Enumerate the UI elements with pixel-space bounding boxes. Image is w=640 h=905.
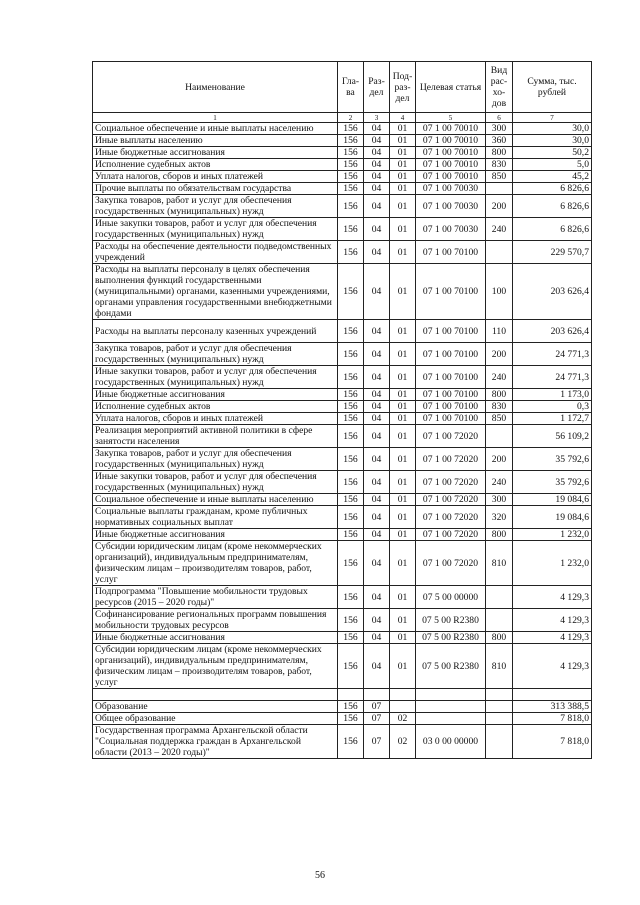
row-razdel: 04 (364, 471, 390, 494)
row-glava: 156 (338, 343, 364, 366)
col-number: 1 (93, 113, 338, 123)
header-name: Наименование (93, 62, 338, 113)
row-name: Иные бюджетные ассигнования (93, 389, 338, 401)
col-number: 2 (338, 113, 364, 123)
row-razdel: 04 (364, 123, 390, 135)
table-row (93, 218, 592, 241)
row-razdel: 04 (364, 529, 390, 541)
row-glava: 156 (338, 135, 364, 147)
row-glava: 156 (338, 506, 364, 529)
row-name: Субсидии юридическим лицам (кроме некоммерческих организаций), индивидуальным предпринимателям, физическим лицам – производителям товаров, работ, услуг (93, 644, 338, 689)
row-razdel: 04 (364, 506, 390, 529)
row-name: Уплата налогов, сборов и иных платежей (93, 413, 338, 425)
row-celevaya-statya: 07 5 00 R2380 (416, 632, 486, 644)
table-row (93, 401, 592, 413)
row-vid-rashodov: 200 (486, 448, 513, 471)
table-row (93, 448, 592, 471)
row-podrazdel (390, 701, 416, 713)
row-summa: 30,0 (513, 135, 592, 147)
row-name: Субсидии юридическим лицам (кроме некоммерческих организаций), индивидуальным предпринимателям, физическим лицам – производителям товаров, работ, услуг (93, 541, 338, 586)
row-vid-rashodov: 800 (486, 147, 513, 159)
table-row (93, 123, 592, 135)
row-vid-rashodov: 800 (486, 389, 513, 401)
row-name: Закупка товаров, работ и услуг для обеспечения государственных (муниципальных) нужд (93, 195, 338, 218)
row-summa: 1 232,0 (513, 541, 592, 586)
row-razdel: 04 (364, 320, 390, 343)
row-vid-rashodov: 810 (486, 644, 513, 689)
row-razdel: 04 (364, 609, 390, 632)
row-name: Подпрограмма "Повышение мобильности трудовых ресурсов (2015 – 2020 годы)" (93, 586, 338, 609)
table-row (93, 147, 592, 159)
row-vid-rashodov: 830 (486, 159, 513, 171)
row-glava: 156 (338, 241, 364, 264)
row-summa: 6 826,6 (513, 183, 592, 195)
row-vid-rashodov: 830 (486, 401, 513, 413)
row-podrazdel: 01 (390, 159, 416, 171)
row-name: Закупка товаров, работ и услуг для обеспечения государственных (муниципальных) нужд (93, 343, 338, 366)
row-name: Общее образование (93, 713, 338, 725)
row-podrazdel: 01 (390, 147, 416, 159)
table-row (93, 689, 592, 701)
row-glava: 156 (338, 218, 364, 241)
row-vid-rashodov (486, 241, 513, 264)
row-razdel: 04 (364, 241, 390, 264)
row-glava: 156 (338, 529, 364, 541)
row-summa: 45,2 (513, 171, 592, 183)
row-podrazdel: 01 (390, 343, 416, 366)
row-summa: 35 792,6 (513, 448, 592, 471)
row-podrazdel: 01 (390, 389, 416, 401)
table-header-row (93, 62, 592, 113)
row-vid-rashodov: 360 (486, 135, 513, 147)
table-row (93, 713, 592, 725)
row-celevaya-statya: 07 1 00 70100 (416, 343, 486, 366)
row-vid-rashodov: 100 (486, 264, 513, 320)
row-razdel: 04 (364, 413, 390, 425)
row-vid-rashodov: 200 (486, 343, 513, 366)
row-celevaya-statya: 07 1 00 70030 (416, 195, 486, 218)
row-name: Исполнение судебных актов (93, 159, 338, 171)
row-name: Расходы на выплаты персоналу казенных учреждений (93, 320, 338, 343)
row-summa: 203 626,4 (513, 320, 592, 343)
row-podrazdel: 01 (390, 494, 416, 506)
row-celevaya-statya: 07 5 00 00000 (416, 586, 486, 609)
row-glava (338, 689, 364, 701)
row-summa: 24 771,3 (513, 343, 592, 366)
row-razdel: 04 (364, 264, 390, 320)
row-name: Иные закупки товаров, работ и услуг для обеспечения государственных (муниципальных) нужд (93, 218, 338, 241)
row-name: Уплата налогов, сборов и иных платежей (93, 171, 338, 183)
row-podrazdel: 01 (390, 123, 416, 135)
row-podrazdel: 01 (390, 644, 416, 689)
row-name: Иные бюджетные ассигнования (93, 147, 338, 159)
row-razdel: 04 (364, 389, 390, 401)
row-vid-rashodov: 850 (486, 171, 513, 183)
column-number-row (93, 113, 592, 123)
row-razdel: 04 (364, 541, 390, 586)
row-podrazdel: 01 (390, 586, 416, 609)
row-celevaya-statya: 07 1 00 70100 (416, 413, 486, 425)
table-row (93, 632, 592, 644)
row-celevaya-statya: 07 1 00 70100 (416, 241, 486, 264)
row-name: Социальное обеспечение и иные выплаты населению (93, 494, 338, 506)
table-row (93, 195, 592, 218)
row-vid-rashodov: 110 (486, 320, 513, 343)
row-glava: 156 (338, 713, 364, 725)
row-glava: 156 (338, 725, 364, 759)
row-razdel: 04 (364, 343, 390, 366)
row-glava: 156 (338, 425, 364, 448)
row-celevaya-statya: 07 1 00 70100 (416, 264, 486, 320)
row-glava: 156 (338, 389, 364, 401)
row-summa: 1 172,7 (513, 413, 592, 425)
row-razdel: 04 (364, 366, 390, 389)
row-summa: 313 388,5 (513, 701, 592, 713)
row-vid-rashodov: 850 (486, 413, 513, 425)
row-podrazdel: 01 (390, 413, 416, 425)
table-row (93, 183, 592, 195)
row-summa: 229 570,7 (513, 241, 592, 264)
row-summa: 1 232,0 (513, 529, 592, 541)
row-name: Государственная программа Архангельской области "Социальная поддержка граждан в Архангельской области (2013 – 2020 годы)" (93, 725, 338, 759)
table-row (93, 389, 592, 401)
header-razdel: Раз-дел (364, 62, 390, 113)
row-podrazdel: 01 (390, 264, 416, 320)
row-glava: 156 (338, 494, 364, 506)
row-celevaya-statya: 07 1 00 72020 (416, 448, 486, 471)
row-podrazdel: 01 (390, 195, 416, 218)
table-row (93, 425, 592, 448)
row-vid-rashodov (486, 713, 513, 725)
row-razdel: 04 (364, 401, 390, 413)
row-razdel: 04 (364, 171, 390, 183)
row-vid-rashodov (486, 586, 513, 609)
row-celevaya-statya: 07 1 00 70030 (416, 183, 486, 195)
row-razdel: 07 (364, 713, 390, 725)
row-glava: 156 (338, 413, 364, 425)
row-podrazdel: 01 (390, 529, 416, 541)
row-celevaya-statya: 07 1 00 72020 (416, 471, 486, 494)
row-celevaya-statya (416, 701, 486, 713)
row-summa: 7 818,0 (513, 725, 592, 759)
row-summa: 19 084,6 (513, 506, 592, 529)
row-summa: 30,0 (513, 123, 592, 135)
row-razdel: 04 (364, 494, 390, 506)
row-summa: 4 129,3 (513, 609, 592, 632)
row-podrazdel: 01 (390, 366, 416, 389)
row-vid-rashodov: 240 (486, 366, 513, 389)
row-vid-rashodov (486, 183, 513, 195)
row-podrazdel: 01 (390, 425, 416, 448)
row-celevaya-statya: 07 1 00 72020 (416, 529, 486, 541)
table-body (93, 123, 592, 759)
row-podrazdel: 01 (390, 609, 416, 632)
row-razdel: 04 (364, 586, 390, 609)
table-row (93, 586, 592, 609)
table-row (93, 413, 592, 425)
row-glava: 156 (338, 401, 364, 413)
table-row (93, 529, 592, 541)
row-vid-rashodov: 240 (486, 471, 513, 494)
row-podrazdel: 01 (390, 171, 416, 183)
row-summa: 4 129,3 (513, 586, 592, 609)
table-row (93, 135, 592, 147)
row-glava: 156 (338, 632, 364, 644)
table-row (93, 494, 592, 506)
row-summa: 0,3 (513, 401, 592, 413)
row-glava: 156 (338, 644, 364, 689)
row-glava: 156 (338, 264, 364, 320)
row-vid-rashodov (486, 689, 513, 701)
row-name: Иные закупки товаров, работ и услуг для обеспечения государственных (муниципальных) нужд (93, 366, 338, 389)
row-celevaya-statya: 07 1 00 70010 (416, 171, 486, 183)
row-razdel: 07 (364, 725, 390, 759)
row-name: Закупка товаров, работ и услуг для обеспечения государственных (муниципальных) нужд (93, 448, 338, 471)
row-celevaya-statya: 07 1 00 72020 (416, 425, 486, 448)
row-summa (513, 689, 592, 701)
row-celevaya-statya: 07 1 00 70100 (416, 366, 486, 389)
row-razdel: 04 (364, 425, 390, 448)
header-podrazdel: Под-раз-дел (390, 62, 416, 113)
row-vid-rashodov: 800 (486, 632, 513, 644)
row-razdel: 04 (364, 147, 390, 159)
row-razdel: 04 (364, 135, 390, 147)
row-summa: 1 173,0 (513, 389, 592, 401)
row-glava: 156 (338, 320, 364, 343)
row-glava: 156 (338, 448, 364, 471)
table-row (93, 320, 592, 343)
col-number: 3 (364, 113, 390, 123)
header-summa: Сумма, тыс. рублей (513, 62, 592, 113)
row-celevaya-statya: 07 1 00 70010 (416, 135, 486, 147)
row-glava: 156 (338, 586, 364, 609)
table-row (93, 471, 592, 494)
row-glava: 156 (338, 471, 364, 494)
table-row (93, 644, 592, 689)
row-podrazdel: 01 (390, 471, 416, 494)
table-row (93, 725, 592, 759)
row-name: Прочие выплаты по обязательствам государства (93, 183, 338, 195)
row-name (93, 689, 338, 701)
row-glava: 156 (338, 159, 364, 171)
row-name: Иные закупки товаров, работ и услуг для обеспечения государственных (муниципальных) нужд (93, 471, 338, 494)
row-podrazdel: 01 (390, 320, 416, 343)
row-celevaya-statya: 03 0 00 00000 (416, 725, 486, 759)
row-glava: 156 (338, 147, 364, 159)
row-name: Расходы на выплаты персоналу в целях обеспечения выполнения функций государственными (муниципальными) органами, казенными учреждениями, органами управления государственными внебюджетными фондами (93, 264, 338, 320)
row-celevaya-statya: 07 1 00 70100 (416, 389, 486, 401)
row-vid-rashodov: 200 (486, 195, 513, 218)
row-summa: 5,0 (513, 159, 592, 171)
row-celevaya-statya: 07 1 00 70030 (416, 218, 486, 241)
table-row (93, 159, 592, 171)
row-vid-rashodov: 800 (486, 529, 513, 541)
header-celevaya-statya: Целевая статья (416, 62, 486, 113)
row-celevaya-statya: 07 1 00 70100 (416, 401, 486, 413)
row-celevaya-statya: 07 1 00 70010 (416, 147, 486, 159)
row-name: Исполнение судебных актов (93, 401, 338, 413)
row-podrazdel: 02 (390, 725, 416, 759)
row-razdel: 04 (364, 183, 390, 195)
row-vid-rashodov: 240 (486, 218, 513, 241)
row-name: Реализация мероприятий активной политики в сфере занятости населения (93, 425, 338, 448)
row-glava: 156 (338, 195, 364, 218)
row-vid-rashodov: 320 (486, 506, 513, 529)
budget-table (92, 61, 592, 759)
row-podrazdel: 01 (390, 135, 416, 147)
row-razdel (364, 689, 390, 701)
row-vid-rashodov: 810 (486, 541, 513, 586)
row-podrazdel: 01 (390, 541, 416, 586)
row-vid-rashodov (486, 425, 513, 448)
table-row (93, 366, 592, 389)
row-podrazdel: 02 (390, 713, 416, 725)
row-razdel: 04 (364, 218, 390, 241)
row-glava: 156 (338, 183, 364, 195)
row-name: Иные выплаты населению (93, 135, 338, 147)
table-row (93, 701, 592, 713)
row-vid-rashodov: 300 (486, 123, 513, 135)
table-row (93, 506, 592, 529)
row-podrazdel: 01 (390, 401, 416, 413)
row-name: Расходы на обеспечение деятельности подведомственных учреждений (93, 241, 338, 264)
row-razdel: 04 (364, 632, 390, 644)
row-podrazdel: 01 (390, 183, 416, 195)
page-number: 56 (315, 870, 325, 881)
row-celevaya-statya: 07 1 00 72020 (416, 506, 486, 529)
row-glava: 156 (338, 171, 364, 183)
row-celevaya-statya: 07 1 00 72020 (416, 494, 486, 506)
row-summa: 6 826,6 (513, 218, 592, 241)
row-vid-rashodov (486, 701, 513, 713)
row-summa: 50,2 (513, 147, 592, 159)
row-glava: 156 (338, 701, 364, 713)
row-summa: 4 129,3 (513, 632, 592, 644)
row-summa: 4 129,3 (513, 644, 592, 689)
col-number: 6 (486, 113, 513, 123)
row-name: Софинансирование региональных программ повышения мобильности трудовых ресурсов (93, 609, 338, 632)
row-summa: 6 826,6 (513, 195, 592, 218)
table-row (93, 343, 592, 366)
row-celevaya-statya (416, 689, 486, 701)
row-glava: 156 (338, 366, 364, 389)
header-glava: Гла-ва (338, 62, 364, 113)
row-summa: 7 818,0 (513, 713, 592, 725)
row-podrazdel: 01 (390, 506, 416, 529)
row-celevaya-statya (416, 713, 486, 725)
col-number: 7 (513, 113, 592, 123)
row-celevaya-statya: 07 1 00 70010 (416, 123, 486, 135)
row-name: Социальные выплаты гражданам, кроме публичных нормативных социальных выплат (93, 506, 338, 529)
row-summa: 203 626,4 (513, 264, 592, 320)
row-summa: 56 109,2 (513, 425, 592, 448)
table-row (93, 264, 592, 320)
row-razdel: 04 (364, 159, 390, 171)
row-razdel: 04 (364, 644, 390, 689)
row-celevaya-statya: 07 1 00 70100 (416, 320, 486, 343)
row-podrazdel: 01 (390, 632, 416, 644)
col-number: 5 (416, 113, 486, 123)
col-number: 4 (390, 113, 416, 123)
row-podrazdel (390, 689, 416, 701)
row-razdel: 07 (364, 701, 390, 713)
row-podrazdel: 01 (390, 448, 416, 471)
row-razdel: 04 (364, 195, 390, 218)
row-celevaya-statya: 07 1 00 70010 (416, 159, 486, 171)
row-glava: 156 (338, 541, 364, 586)
row-celevaya-statya: 07 5 00 R2380 (416, 644, 486, 689)
row-vid-rashodov (486, 725, 513, 759)
row-razdel: 04 (364, 448, 390, 471)
row-name: Образование (93, 701, 338, 713)
row-name: Иные бюджетные ассигнования (93, 529, 338, 541)
row-glava: 156 (338, 123, 364, 135)
row-podrazdel: 01 (390, 218, 416, 241)
row-celevaya-statya: 07 1 00 72020 (416, 541, 486, 586)
table-row (93, 171, 592, 183)
row-podrazdel: 01 (390, 241, 416, 264)
row-name: Социальное обеспечение и иные выплаты населению (93, 123, 338, 135)
row-summa: 35 792,6 (513, 471, 592, 494)
row-glava: 156 (338, 609, 364, 632)
table-row (93, 541, 592, 586)
row-name: Иные бюджетные ассигнования (93, 632, 338, 644)
row-summa: 19 084,6 (513, 494, 592, 506)
row-summa: 24 771,3 (513, 366, 592, 389)
row-vid-rashodov (486, 609, 513, 632)
header-vid-rashodov: Вид рас-хо-дов (486, 62, 513, 113)
table-row (93, 609, 592, 632)
table-row (93, 241, 592, 264)
row-vid-rashodov: 300 (486, 494, 513, 506)
row-celevaya-statya: 07 5 00 R2380 (416, 609, 486, 632)
